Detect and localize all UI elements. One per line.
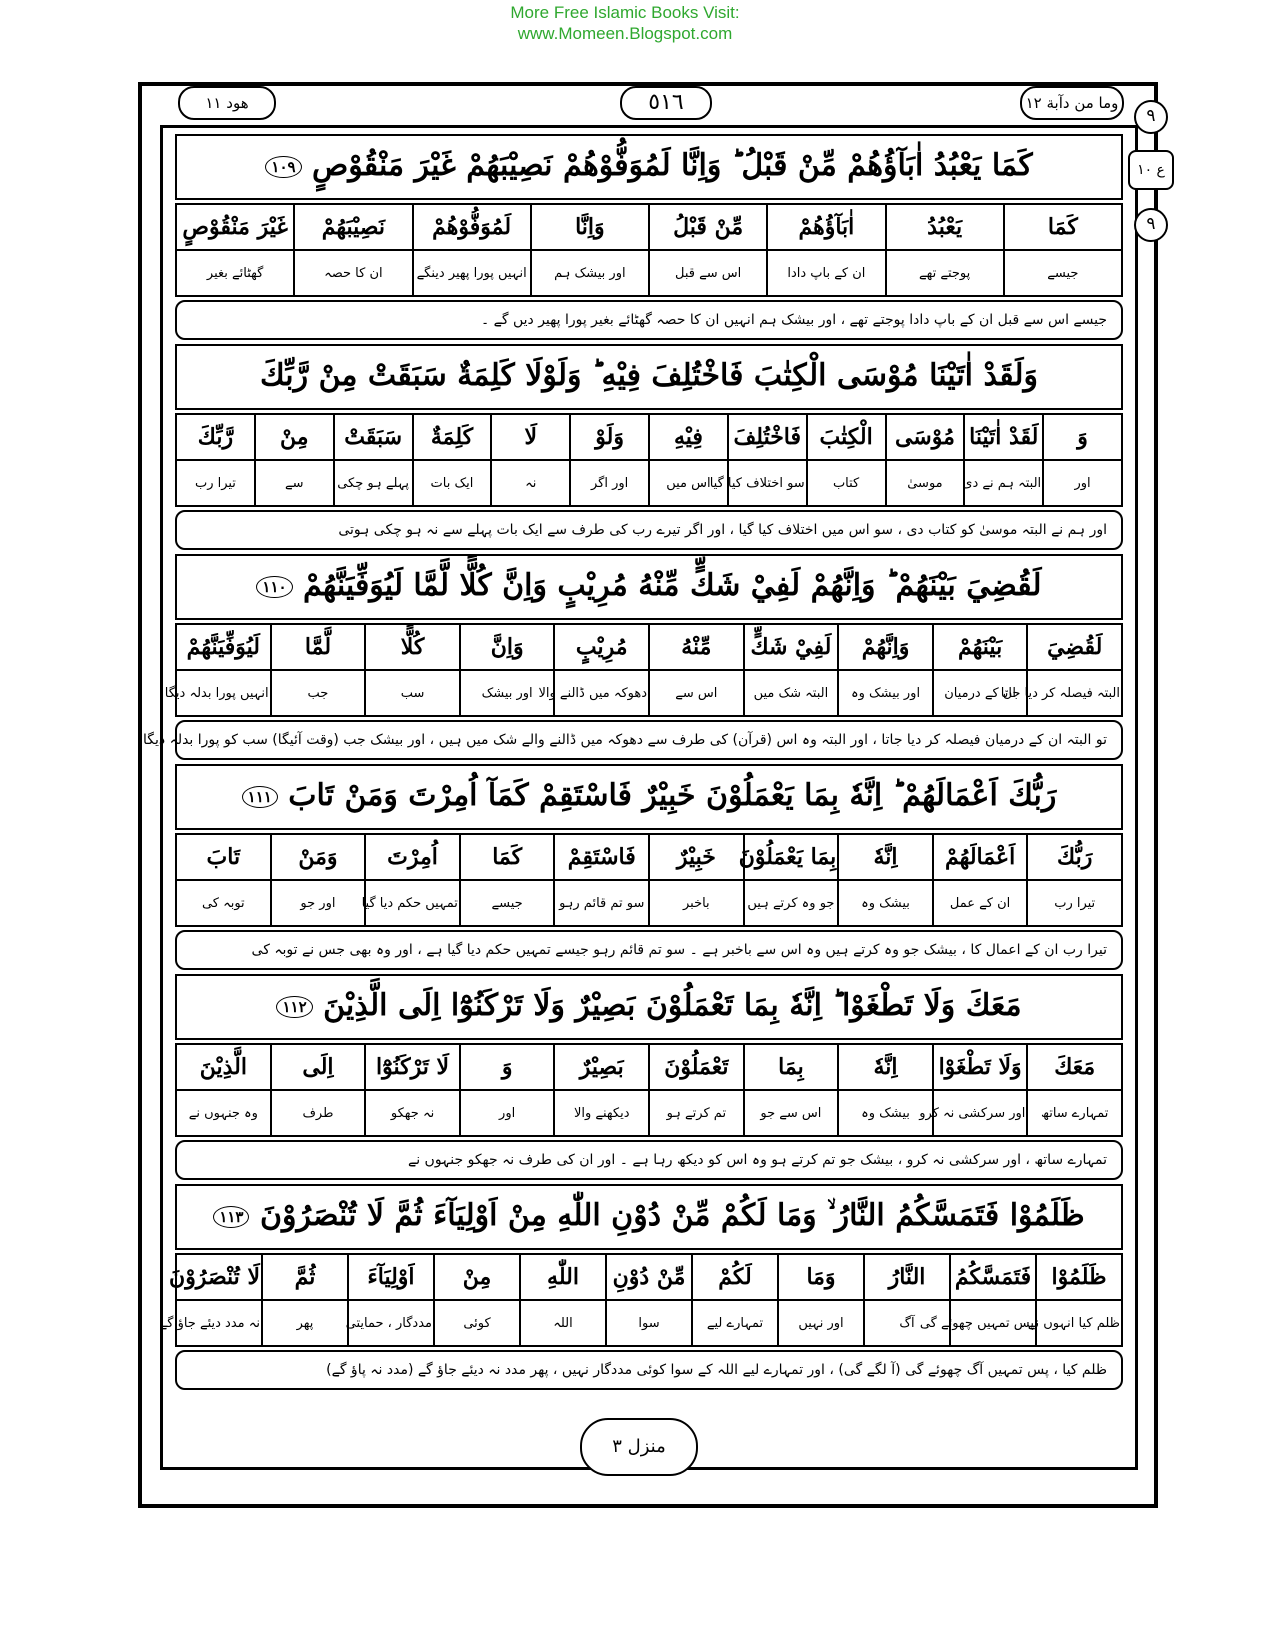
ruku-badge-middle: ع ١٠ — [1128, 150, 1174, 190]
arabic-word: وَمَنْ — [271, 834, 366, 880]
arabic-word: اللّٰهِ — [520, 1254, 606, 1300]
manzil-label: منزل ٣ — [580, 1418, 698, 1476]
urdu-meaning: جب — [271, 670, 366, 716]
urdu-meaning: اور سرکشی نہ کرو — [933, 1090, 1028, 1136]
arabic-word: اِنَّهٗ — [838, 1044, 933, 1090]
urdu-meaning: ظلم کیا انہوں نے — [1036, 1300, 1122, 1346]
arabic-word: مِنْ — [434, 1254, 520, 1300]
urdu-meaning: ان کے عمل — [933, 880, 1028, 926]
arabic-word: مُرِيْبٍ — [554, 624, 649, 670]
watermark-line1: More Free Islamic Books Visit: — [510, 3, 740, 22]
urdu-meaning: تیرا رب — [176, 460, 255, 506]
arabic-word: وَاِنَّهُمْ — [838, 624, 933, 670]
arabic-word: لَا تُنْصَرُوْنَ — [176, 1254, 262, 1300]
arabic-word: مُوْسَى — [886, 414, 965, 460]
urdu-meaning: پس تمہیں چھوئے گی — [950, 1300, 1036, 1346]
urdu-meaning: طرف — [271, 1090, 366, 1136]
urdu-meanings-row — [176, 1090, 1122, 1136]
urdu-meaning: اس میں — [649, 460, 728, 506]
arabic-words-row — [176, 414, 1122, 460]
urdu-meaning: دیکھنے والا — [554, 1090, 649, 1136]
urdu-meaning: تم کرتے ہو — [649, 1090, 744, 1136]
urdu-meaning: اور اگر — [570, 460, 649, 506]
arabic-word: كَمَا — [1004, 204, 1122, 250]
urdu-meaning: آگ — [864, 1300, 950, 1346]
urdu-meaning: نہ جھکو — [365, 1090, 460, 1136]
arabic-verse — [175, 764, 1123, 830]
arabic-word: اُمِرْتَ — [365, 834, 460, 880]
urdu-meaning: جیسے — [1004, 250, 1122, 296]
arabic-word: نَصِيْبَهُمْ — [294, 204, 412, 250]
arabic-word: لَقُضِيَ — [1027, 624, 1122, 670]
arabic-words-row — [176, 1044, 1122, 1090]
arabic-word: اَوْلِيَآءَ — [348, 1254, 434, 1300]
verse-number: ١٠٩ — [265, 156, 301, 178]
urdu-meaning: سوا — [606, 1300, 692, 1346]
urdu-translation: تمہارے ساتھ ، اور سرکشی نہ کرو ، بیشک جو تم کرتے ہو وہ اس کو دیکھ رہا ہے ۔ اور ان کی طرف نہ جھکو جنہوں نے — [175, 1140, 1123, 1180]
urdu-meaning: مددگار ، حمایتی — [348, 1300, 434, 1346]
arabic-word: وَ — [1043, 414, 1122, 460]
arabic-verse-text: رَبُّكَ اَعْمَالَهُمْ ؕ اِنَّهٗ بِمَا يَعْمَلُوْنَ خَبِيْرٌ فَاسْتَقِمْ كَمَآ اُمِرْتَ وَمَنْ تَابَ — [288, 778, 1057, 813]
arabic-word: لَقَدْ اٰتَيْنَا — [964, 414, 1043, 460]
urdu-meaning: سو تم قائم رہو — [554, 880, 649, 926]
arabic-verse — [175, 974, 1123, 1040]
arabic-word: لَمُوَفُّوْهُمْ — [413, 204, 531, 250]
urdu-meaning: تمہارے لیے — [692, 1300, 778, 1346]
arabic-word: الَّذِيْنَ — [176, 1044, 271, 1090]
urdu-translation: جیسے اس سے قبل ان کے باپ دادا پوجتے تھے ، اور بیشک ہم انہیں ان کا حصہ گھٹائے بغیر پورا پھیر دیں گے ۔ — [175, 300, 1123, 340]
arabic-word: اَعْمَالَهُمْ — [933, 834, 1028, 880]
urdu-meaning: البتہ ہم نے دی — [964, 460, 1043, 506]
arabic-word: ثُمَّ — [262, 1254, 348, 1300]
arabic-word: اٰبَآؤُهُمْ — [767, 204, 885, 250]
arabic-word: لَّمَّا — [271, 624, 366, 670]
urdu-meaning: اور بیشک ہم — [531, 250, 649, 296]
verse-number: ١١٠ — [256, 576, 292, 598]
arabic-word: مِّنْ قَبْلُ — [649, 204, 767, 250]
arabic-word: مِنْ — [255, 414, 334, 460]
urdu-meaning: سب — [365, 670, 460, 716]
arabic-word: لَا — [491, 414, 570, 460]
word-by-word-table — [175, 1043, 1123, 1137]
surah-name-header: هود ١١ — [178, 86, 276, 120]
word-by-word-table — [175, 833, 1123, 927]
arabic-word: النَّارُ — [864, 1254, 950, 1300]
urdu-translation: تو البتہ ان کے درمیان فیصلہ کر دیا جاتا ، اور البتہ وہ اس (قرآن) کی طرف سے دھوکہ میں ڈالنے والے شک میں ہیں ، اور بیشک جب (وقت آئیگا) سب کو پورا بدلہ دیگا — [175, 720, 1123, 760]
urdu-meaning: سو اختلاف کیا گیا — [728, 460, 807, 506]
arabic-word: بَصِيْرٌ — [554, 1044, 649, 1090]
page-content — [143, 130, 1123, 1390]
arabic-word: رَبُّكَ — [1027, 834, 1122, 880]
urdu-meaning: تیرا رب — [1027, 880, 1122, 926]
arabic-verse-text: كَمَا يَعْبُدُ اٰبَآؤُهُمْ مِّنْ قَبْلُ ؕ وَاِنَّا لَمُوَفُّوْهُمْ نَصِيْبَهُمْ غَيْرَ مَنْقُوْصٍ — [312, 148, 1033, 183]
urdu-meaning: ان کے درمیان — [933, 670, 1028, 716]
ruku-badge-bottom: ٩ — [1134, 208, 1168, 242]
urdu-meaning: پھر — [262, 1300, 348, 1346]
arabic-word: غَيْرَ مَنْقُوْصٍ — [176, 204, 294, 250]
arabic-word: كَلِمَةٌ — [413, 414, 492, 460]
arabic-word: مِّنْ دُوْنِ — [606, 1254, 692, 1300]
urdu-meaning: نہ مدد دیئے جاؤ گے — [176, 1300, 262, 1346]
urdu-meaning: انہیں پورا بدلہ دیگا — [176, 670, 271, 716]
urdu-meaning: کتاب — [807, 460, 886, 506]
watermark — [0, 2, 1250, 44]
urdu-meaning: اور — [460, 1090, 555, 1136]
urdu-meaning: موسیٰ — [886, 460, 965, 506]
ruku-badge-top: ٩ — [1134, 100, 1168, 134]
urdu-translation: ظلم کیا ، پس تمہیں آگ چھوئے گی (آ لگے گی) ، اور تمہارے لیے اللہ کے سوا کوئی مددگار نہیں ، پھر مدد نہ دیئے جاؤ گے (مدد نہ پاؤ گے) — [175, 1350, 1123, 1390]
urdu-meaning: سے — [255, 460, 334, 506]
arabic-word: وَاِنَّا — [531, 204, 649, 250]
urdu-meaning: پوجتے تھے — [886, 250, 1004, 296]
word-by-word-table — [159, 1253, 1123, 1347]
arabic-word: فِيْهِ — [649, 414, 728, 460]
arabic-word: لَفِيْ شَكٍّ — [744, 624, 839, 670]
arabic-word: اِلَى — [271, 1044, 366, 1090]
urdu-meaning: ان کا حصہ — [294, 250, 412, 296]
verse-block — [159, 1184, 1123, 1390]
arabic-word: كُلًّا — [365, 624, 460, 670]
arabic-verse-text: مَعَكَ وَلَا تَطْغَوْا ؕ اِنَّهٗ بِمَا تَعْمَلُوْنَ بَصِيْرٌ وَلَا تَرْكَنُوْٓا اِلَى الَّذِيْنَ — [323, 988, 1022, 1023]
urdu-meaning: نہ — [491, 460, 570, 506]
verse-block — [143, 554, 1123, 760]
word-by-word-table — [164, 623, 1123, 717]
arabic-word: ظَلَمُوْا — [1036, 1254, 1122, 1300]
urdu-meaning: گھٹائے بغیر — [176, 250, 294, 296]
word-by-word-table — [175, 413, 1123, 507]
urdu-meaning: اور — [1043, 460, 1122, 506]
urdu-meanings-row — [176, 460, 1122, 506]
arabic-word: فَاسْتَقِمْ — [554, 834, 649, 880]
urdu-translation: تیرا رب ان کے اعمال کا ، بیشک جو وہ کرتے ہیں وہ اس سے باخبر ہے ۔ سو تم قائم رہو جیسے تمہیں حکم دیا گیا ہے ، اور وہ بھی جس نے توبہ کی — [175, 930, 1123, 970]
page-number: ٥١٦ — [620, 86, 712, 120]
arabic-word: لَا تَرْكَنُوْٓا — [365, 1044, 460, 1090]
urdu-meaning: اور جو — [271, 880, 366, 926]
urdu-meaning: جیسے — [460, 880, 555, 926]
urdu-meaning: ان کے باپ دادا — [767, 250, 885, 296]
arabic-word: بِمَا — [744, 1044, 839, 1090]
urdu-meaning: وہ جنہوں نے — [176, 1090, 271, 1136]
arabic-verse — [175, 1184, 1123, 1250]
arabic-verse — [175, 134, 1123, 200]
arabic-verse-text: ظَلَمُوْا فَتَمَسَّكُمُ النَّارُ ۙ وَمَا لَكُمْ مِّنْ دُوْنِ اللّٰهِ مِنْ اَوْلِيَآءَ ثُمَّ لَا تُنْصَرُوْنَ — [259, 1198, 1085, 1233]
word-by-word-table — [175, 203, 1123, 297]
arabic-word: فَاخْتُلِفَ — [728, 414, 807, 460]
urdu-meaning: باخبر — [649, 880, 744, 926]
urdu-meaning: بیشک وہ — [838, 1090, 933, 1136]
verse-number: ١١٣ — [213, 1206, 249, 1228]
verse-block — [175, 344, 1123, 550]
urdu-meaning: جو وہ کرتے ہیں — [744, 880, 839, 926]
verse-number: ١١١ — [242, 786, 278, 808]
urdu-meaning: اللہ — [520, 1300, 606, 1346]
urdu-meaning: اور نہیں — [778, 1300, 864, 1346]
verse-number: ١١٢ — [276, 996, 312, 1018]
urdu-meanings-row — [176, 1300, 1122, 1346]
arabic-word: وَلَوْ — [570, 414, 649, 460]
arabic-word: تَابَ — [176, 834, 271, 880]
urdu-meaning: اور بیشک — [460, 670, 555, 716]
urdu-meaning: اس سے قبل — [649, 250, 767, 296]
urdu-translation: اور ہم نے البتہ موسیٰ کو کتاب دی ، سو اس میں اختلاف کیا گیا ، اور اگر تیرے رب کی طرف سے ایک بات پہلے سے نہ ہو چکی ہوتی — [175, 510, 1123, 550]
arabic-word: تَعْمَلُوْنَ — [649, 1044, 744, 1090]
verse-block — [175, 764, 1123, 970]
arabic-word: وَمَا — [778, 1254, 864, 1300]
arabic-word: وَلَا تَطْغَوْا — [933, 1044, 1028, 1090]
urdu-meanings-row — [176, 670, 1122, 716]
arabic-verse-text: وَلَقَدْ اٰتَيْنَا مُوْسَى الْكِتٰبَ فَاخْتُلِفَ فِيْهِ ؕ وَلَوْلَا كَلِمَةٌ سَبَقَتْ مِنْ رَّبِّكَ — [260, 358, 1038, 393]
arabic-word: بَيْنَهُمْ — [933, 624, 1028, 670]
arabic-word: لَيُوَفِّيَنَّهُمْ — [176, 624, 271, 670]
urdu-meaning: البتہ شک میں — [744, 670, 839, 716]
arabic-word: اِنَّهٗ — [838, 834, 933, 880]
arabic-word: كَمَا — [460, 834, 555, 880]
arabic-verse-text: لَقُضِيَ بَيْنَهُمْ ؕ وَاِنَّهُمْ لَفِيْ شَكٍّ مِّنْهُ مُرِيْبٍ وَاِنَّ كُلًّا لَّمَّا لَيُوَفِّيَنَّهُمْ — [303, 568, 1042, 603]
arabic-words-row — [176, 834, 1122, 880]
arabic-word: لَكُمْ — [692, 1254, 778, 1300]
arabic-word: رَّبِّكَ — [176, 414, 255, 460]
arabic-word: مِّنْهُ — [649, 624, 744, 670]
urdu-meaning: دھوکہ میں ڈالنے والا — [554, 670, 649, 716]
arabic-word: الْكِتٰبَ — [807, 414, 886, 460]
arabic-word: فَتَمَسَّكُمُ — [950, 1254, 1036, 1300]
arabic-word: مَعَكَ — [1027, 1044, 1122, 1090]
urdu-meaning: توبہ کی — [176, 880, 271, 926]
arabic-verse — [175, 344, 1123, 410]
para-name-header: وما من دآبة ١٢ — [1020, 86, 1124, 120]
urdu-meaning: اس سے — [649, 670, 744, 716]
urdu-meaning: بیشک وہ — [838, 880, 933, 926]
urdu-meanings-row — [176, 250, 1122, 296]
verse-block — [175, 134, 1123, 340]
arabic-words-row — [176, 624, 1122, 670]
arabic-word: وَاِنَّ — [460, 624, 555, 670]
urdu-meaning: ایک بات — [413, 460, 492, 506]
arabic-words-row — [176, 1254, 1122, 1300]
urdu-meaning: تمہارے ساتھ — [1027, 1090, 1122, 1136]
arabic-verse — [175, 554, 1123, 620]
urdu-meaning: پہلے ہو چکی — [334, 460, 413, 506]
urdu-meaning: کوئی — [434, 1300, 520, 1346]
urdu-meaning: اس سے جو — [744, 1090, 839, 1136]
arabic-word: سَبَقَتْ — [334, 414, 413, 460]
arabic-word: بِمَا يَعْمَلُوْنَ — [744, 834, 839, 880]
urdu-meaning: البتہ فیصلہ کر دیا جاتا — [1027, 670, 1122, 716]
arabic-words-row — [176, 204, 1122, 250]
urdu-meanings-row — [176, 880, 1122, 926]
urdu-meaning: تمہیں حکم دیا گیا — [365, 880, 460, 926]
arabic-word: يَعْبُدُ — [886, 204, 1004, 250]
arabic-word: خَبِيْرٌ — [649, 834, 744, 880]
verse-block — [175, 974, 1123, 1180]
urdu-meaning: انہیں پورا پھیر دینگے — [413, 250, 531, 296]
urdu-meaning: اور بیشک وہ — [838, 670, 933, 716]
arabic-word: وَ — [460, 1044, 555, 1090]
watermark-line2: www.Momeen.Blogspot.com — [517, 24, 733, 43]
